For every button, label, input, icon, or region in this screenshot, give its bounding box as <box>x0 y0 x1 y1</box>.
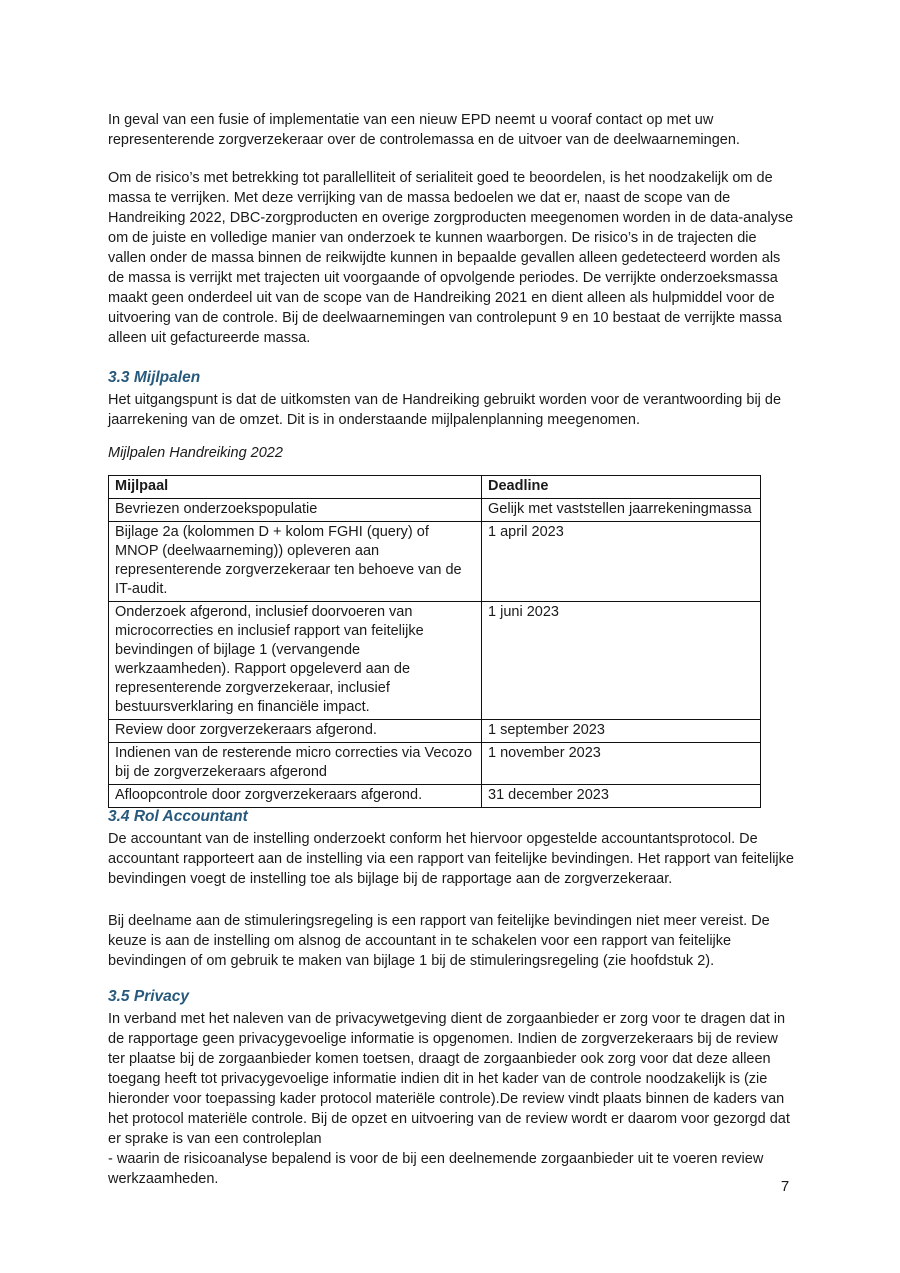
intro-paragraph-2: Om de risico’s met betrekking tot parallelliteit of serialiteit goed te beoordelen, is het noodzakelijk om de massa te verrijken. Met deze verrijking van de massa bedoelen we dat er, naast de scope van de Handreiking 2022, DBC-zorgproducten en overige zorgproducten meegenomen worden in de data-analyse om de juiste en volledige manier van onderzoek te kunnen waarborgen. De risico’s in de trajecten die vallen onder de massa binnen de reikwijdte kunnen in bepaalde gevallen alleen gedetecteerd worden als de massa is verrijkt met trajecten uit voorgaande of opvolgende periodes. De verrijkte onderzoeksmassa maakt geen onderdeel uit van de scope van de Handreiking 2021 en dient alleen als hulpmiddel voor de uitvoering van de controle. Bij de deelwaarnemingen van controlepunt 9 en 10 bestaat de verrijkte massa alleen uit gefactureerde massa. <box>108 170 794 346</box>
accountant-paragraph-1: De accountant van de instelling onderzoekt conform het hiervoor opgestelde accountantsprotocol. De accountant rapporteert aan de instelling via een rapport van feitelijke bevindingen. Het rapport van feitelijke bevindingen voegt de instelling toe als bijlage bij de rapportage aan de zorgverzekeraar. <box>108 831 794 887</box>
deadline-cell: 1 juni 2023 <box>482 602 761 720</box>
mijlpalen-body: Het uitgangspunt is dat de uitkomsten van de Handreiking gebruikt worden voor de verantwoording bij de jaarrekening van de omzet. Dit is in onderstaande mijlpalenplanning meegenomen. <box>108 392 782 428</box>
milestone-cell: Bevriezen onderzoekspopulatie <box>109 499 482 522</box>
milestone-cell: Bijlage 2a (kolommen D + kolom FGHI (query) of MNOP (deelwaarneming)) opleveren aan representerende zorgverzekeraar ten behoeve van de IT-audit. <box>109 522 482 602</box>
deadline-cell: Gelijk met vaststellen jaarrekeningmassa <box>482 499 761 522</box>
column-header-deadline: Deadline <box>482 476 761 499</box>
milestone-cell: Afloopcontrole door zorgverzekeraars afgerond. <box>109 785 482 808</box>
table-row <box>109 602 761 720</box>
deadline-cell: 1 september 2023 <box>482 720 761 743</box>
table-row <box>109 785 761 808</box>
deadline-cell: 1 november 2023 <box>482 743 761 785</box>
table-row <box>109 499 761 522</box>
deadline-cell: 31 december 2023 <box>482 785 761 808</box>
page-number: 7 <box>780 1178 790 1195</box>
page-content <box>108 110 794 1189</box>
milestone-cell: Indienen van de resterende micro correcties via Vecozo bij de zorgverzekeraars afgerond <box>109 743 482 785</box>
table-row <box>109 720 761 743</box>
milestone-cell: Onderzoek afgerond, inclusief doorvoeren van microcorrecties en inclusief rapport van feitelijke bevindingen of bijlage 1 (vervangende werkzaamheden). Rapport opgeleverd aan de representerende zorgverzekeraar, inclusief bestuursverklaring en financiële impact. <box>109 602 482 720</box>
milestone-cell: Review door zorgverzekeraars afgerond. <box>109 720 482 743</box>
table-row <box>109 522 761 602</box>
table-row <box>109 743 761 785</box>
section-heading-mijlpalen: 3.3 Mijlpalen <box>108 369 201 386</box>
privacy-paragraph: In verband met het naleven van de privacywetgeving dient de zorgaanbieder er zorg voor te dragen dat in de rapportage geen privacygevoelige informatie is opgenomen. Indien de zorgverzekeraars bij de review ter plaatse bij de zorgaanbieder komen toetsen, draagt de zorgaanbieder ook zorg voor dat deze alleen toegang heeft tot privacygevoelige informatie indien dit in het kader van de controle noodzakelijk is (zie hieronder voor toepassing kader protocol materiële controle).De review vindt plaats binnen de kaders van het protocol materiële controle. Bij de opzet en uitvoering van de review wordt er daarom voor gezorgd dat er sprake is van een controleplan <box>108 1011 790 1147</box>
accountant-paragraph-2: Bij deelname aan de stimuleringsregeling is een rapport van feitelijke bevindingen niet meer vereist. De keuze is aan de instelling om alsnog de accountant in te schakelen voor een rapport van feitelijke bevindingen of om gebruik te maken van bijlage 1 bij de stimuleringsregeling (zie hoofdstuk 2). <box>108 913 770 969</box>
intro-paragraph-1: In geval van een fusie of implementatie van een nieuw EPD neemt u vooraf contact op met uw representerende zorgverzekeraar over de controlemassa en de uitvoer van de deelwaarnemingen. <box>108 112 740 148</box>
section-heading-rol-accountant: 3.4 Rol Accountant <box>108 808 248 825</box>
table-caption: Mijlpalen Handreiking 2022 <box>108 445 283 461</box>
section-heading-privacy: 3.5 Privacy <box>108 988 190 1005</box>
column-header-mijlpaal: Mijlpaal <box>109 476 482 499</box>
deadline-cell: 1 april 2023 <box>482 522 761 602</box>
privacy-bullet-line: - waarin de risicoanalyse bepalend is voor de bij een deelnemende zorgaanbieder uit te voeren review werkzaamheden. <box>108 1151 764 1187</box>
table-header-row <box>109 476 761 499</box>
milestones-table <box>108 475 761 808</box>
